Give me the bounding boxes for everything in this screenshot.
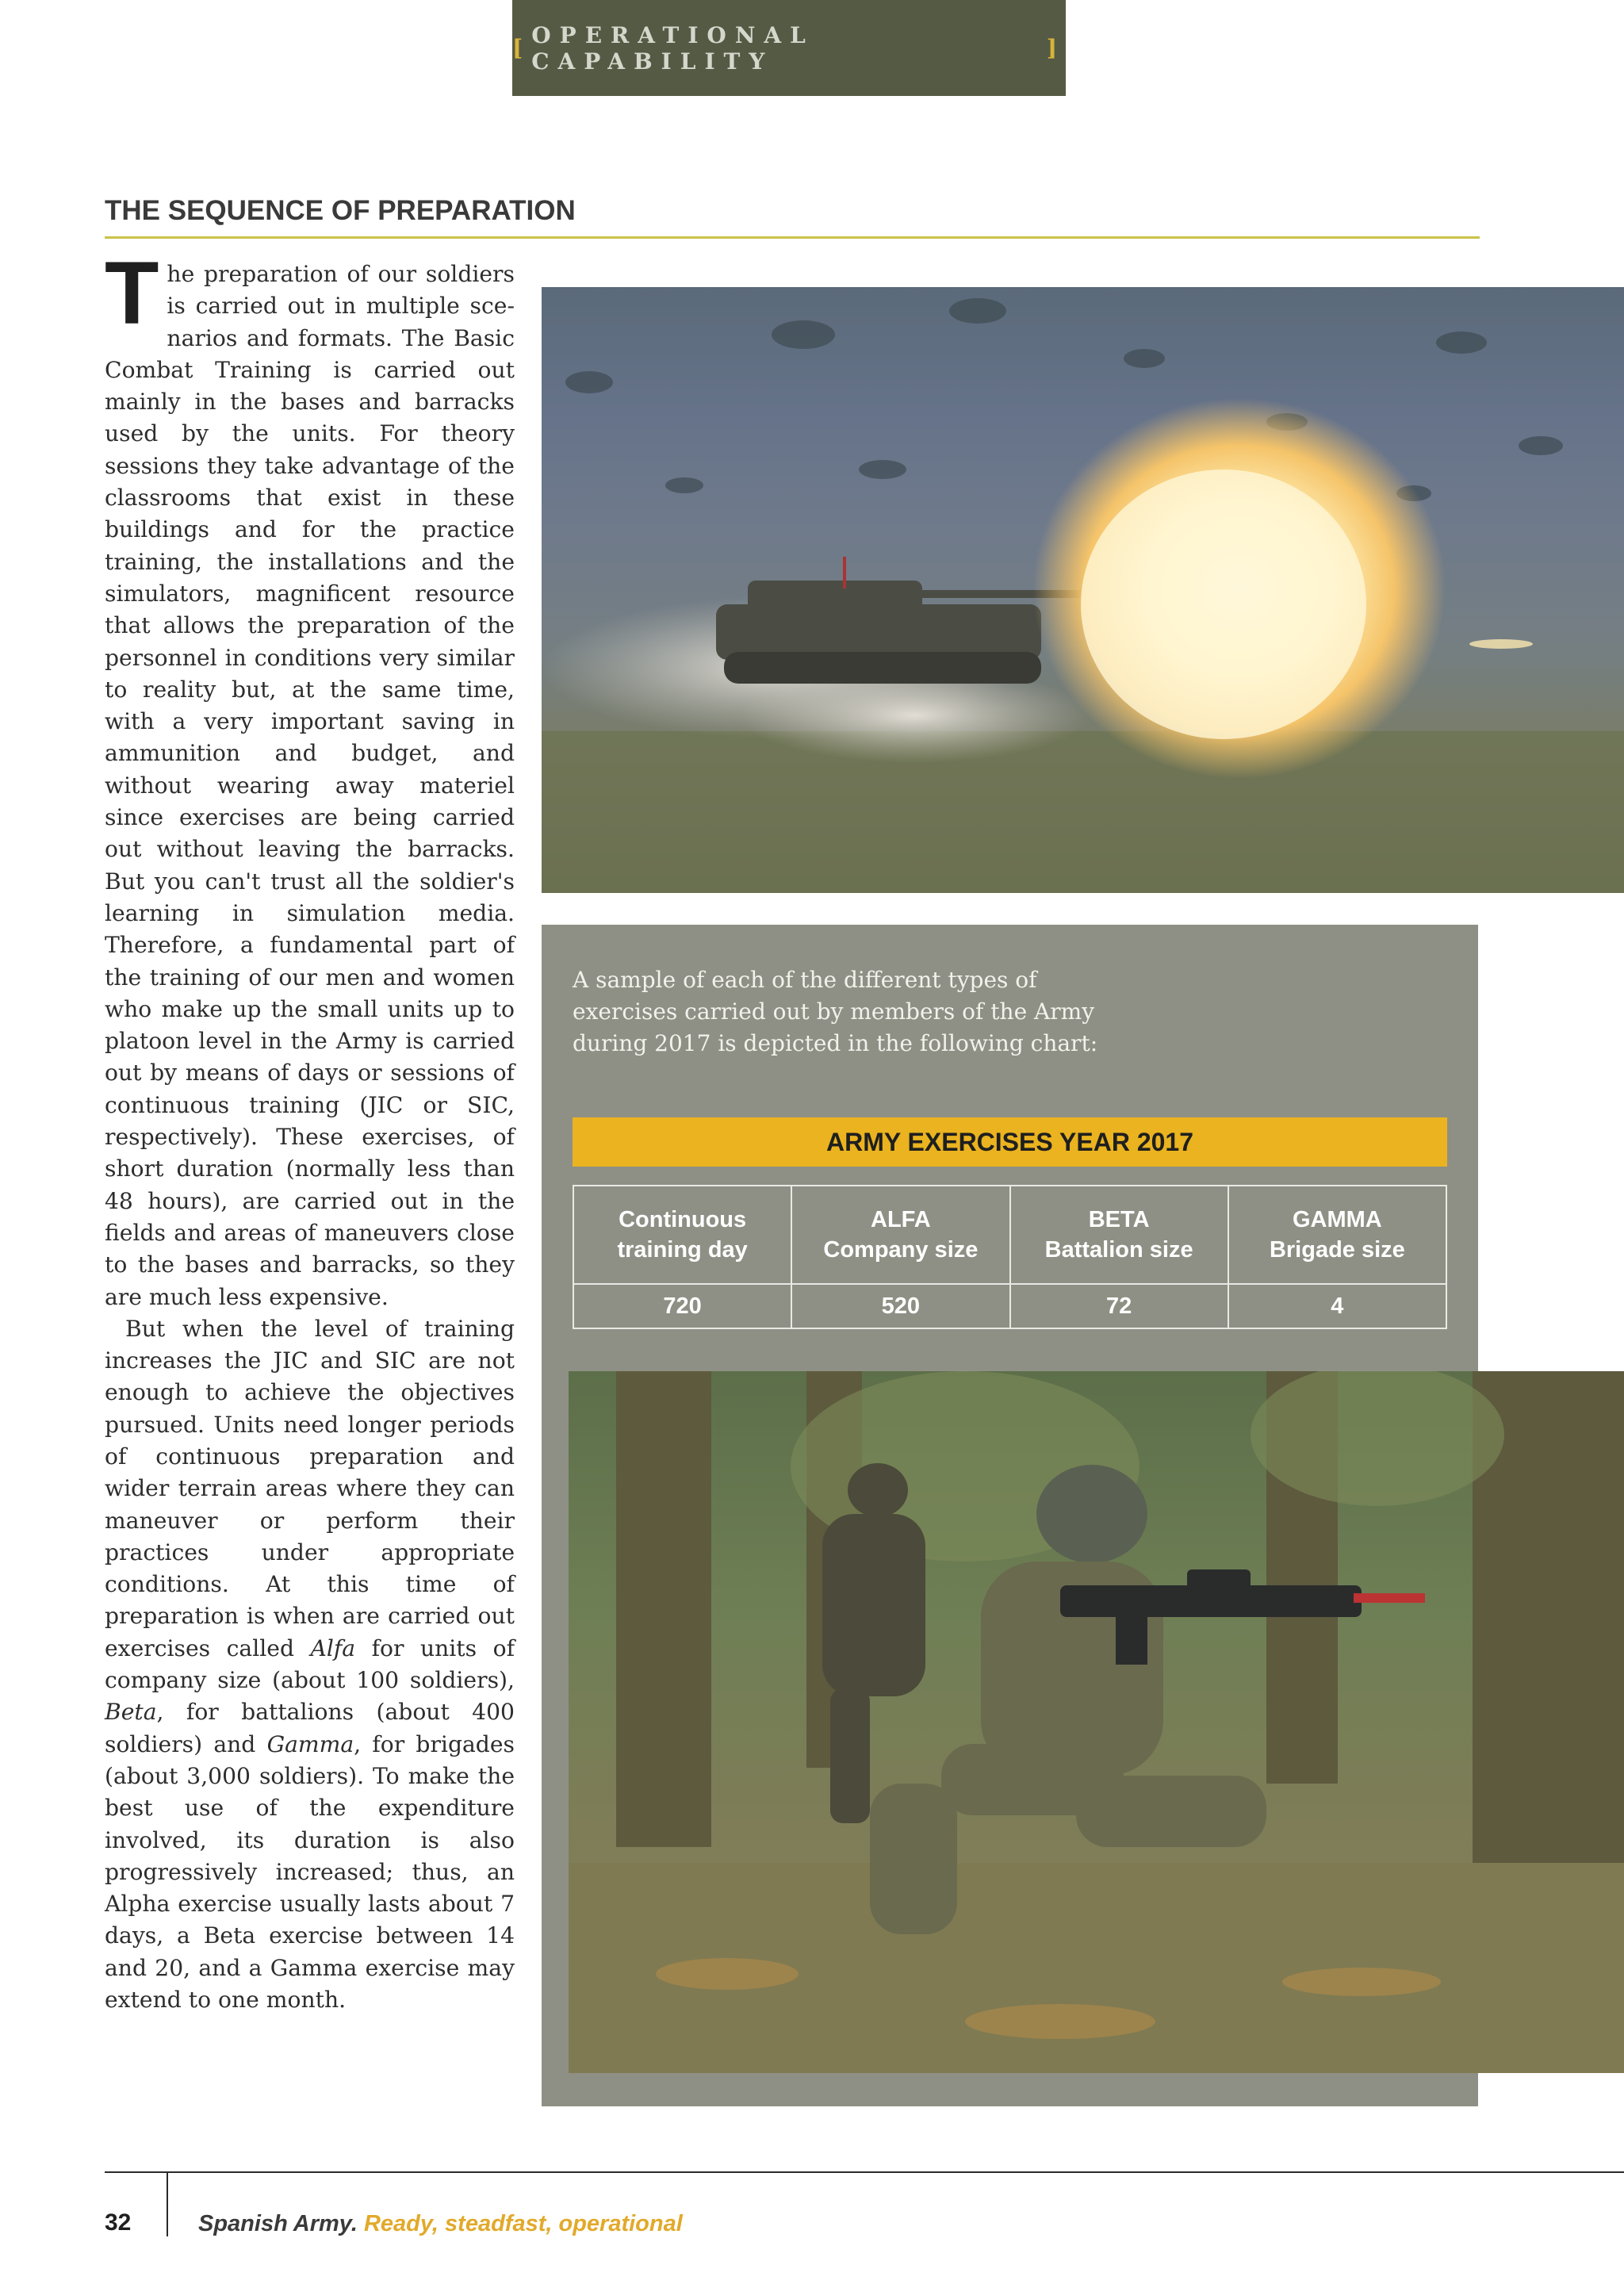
term-alfa: Alfa: [310, 1634, 356, 1661]
table-value-row: [573, 1284, 1446, 1328]
forest-photo-illustration: [569, 1371, 1624, 2073]
column-header-line2: Battalion size: [1044, 1237, 1193, 1263]
publication-tagline: Ready, steadfast, operational: [357, 2211, 683, 2236]
column-header-line1: Continuous: [619, 1207, 747, 1232]
column-header-line2: Brigade size: [1269, 1237, 1405, 1263]
column-header-line2: Company size: [823, 1237, 979, 1263]
column-header-line1: BETA: [1088, 1207, 1150, 1232]
column-header-line1: GAMMA: [1292, 1207, 1382, 1232]
paragraph-2: [105, 1313, 515, 2017]
tank-firing-photo: [542, 287, 1624, 893]
footer-publication: [198, 2211, 683, 2237]
column-header-line1: ALFA: [871, 1207, 931, 1232]
paragraph-2-text-d: , for brigades (about 3,000 soldiers). To make the best use of the expenditure involved, its duration is also progressively increased; thus, an Alpha exercise usually lasts about 7 days, a Beta exercise between 14 and 20, and a Gamma exercise may extend to one month.: [105, 1730, 515, 2014]
column-header: [1228, 1186, 1446, 1284]
chart-title-bar: ARMY EXERCISES YEAR 2017: [573, 1117, 1447, 1167]
paragraph-2-text-a: But when the level of training increases the JIC and SIC are not enough to achieve the objectives pursued. Units need longer periods of continuous preparation and wider terrain areas where they can maneuver or perform their practices under appropriate conditions. At this time of preparation is when are carried out exercises called: [105, 1315, 515, 1661]
column-header: [1010, 1186, 1228, 1284]
page-number: 32: [105, 2209, 132, 2236]
title-rule: [105, 236, 1480, 239]
footer-divider: [167, 2171, 168, 2236]
column-header: [791, 1186, 1009, 1284]
table-header-row: [573, 1186, 1446, 1284]
paragraph-1: [105, 243, 515, 1313]
soldiers-forest-photo: [569, 1371, 1624, 2073]
value-cell: 72: [1010, 1284, 1228, 1328]
value-cell: 4: [1228, 1284, 1446, 1328]
term-gamma: Gamma: [266, 1730, 354, 1757]
column-header: [573, 1186, 791, 1284]
section-tag: [512, 0, 1066, 96]
paragraph-1-text: he preparation of our soldiers is carried out in multiple scenarios and formats. The Basic Combat Training is carried out mainly in the bases and barracks used by the units. For theory sessions they take advantage of the classrooms that exist in these buildings and for the practice training, the installations and the simulators, magnificent resource that allows the preparation of the personnel in conditions very similar to reality but, at the same time, with a very important saving in ammunition and budget, and without wearing away materiel since exercises are being carried out without leaving the barracks. But you can't trust all the soldier's learning in simulation media. Therefore, a fundamental part of the training of our men and women who make up the small units up to platoon level in the Army is carried out by means of days or sessions of continuous training (JIC or SIC, respectively). These exercises, of short duration (normally less than 48 hours), are carried out in the fields and areas of maneuvers close to the bases and barracks, so they are much less expensive.: [105, 261, 515, 1310]
section-tag-label: OPERATIONAL CAPABILITY: [531, 21, 814, 75]
tank-photo-illustration: [542, 287, 1624, 893]
term-beta: Beta: [105, 1699, 157, 1726]
panel-intro-text: A sample of each of the different types of exercises carried out by members of the Army during 2017 is depicted in the following chart:: [573, 967, 1098, 1056]
footer-rule: [105, 2171, 1624, 2173]
exercises-table: [573, 1185, 1447, 1329]
publication-name: Spanish Army.: [198, 2211, 358, 2236]
bracket-close: ]: [1046, 35, 1066, 61]
value-cell: 720: [573, 1284, 791, 1328]
bracket-open: [: [512, 35, 532, 61]
article-title: THE SEQUENCE OF PREPARATION: [105, 195, 576, 226]
value-cell: 520: [791, 1284, 1009, 1328]
article-body: [105, 243, 515, 2016]
paragraph-2-text-b: for units of company size (about 100 soldiers),: [105, 1634, 515, 1694]
column-header-line2: training day: [617, 1237, 748, 1263]
drop-cap: T: [105, 243, 159, 343]
paragraph-2-text-c: , for battalions (about 400 soldiers) and: [105, 1699, 515, 1757]
